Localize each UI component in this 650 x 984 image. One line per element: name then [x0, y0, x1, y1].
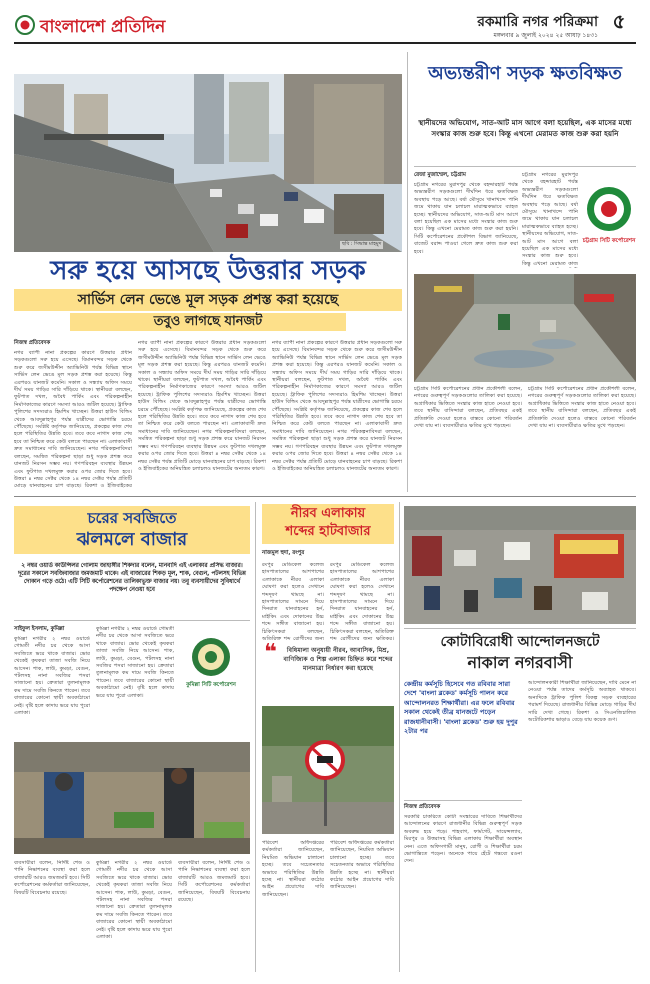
road-headline: অভ্যন্তরীণ সড়ক ক্ষতবিক্ষত — [428, 63, 622, 84]
road-photo — [414, 274, 636, 382]
paper-name: বাংলাদেশ প্রতিদিন — [40, 17, 166, 37]
lead-photo-credit: ছবি : সিদ্ধান্ত মাহমুদ — [342, 241, 382, 247]
lead-body-col-2: নগর ব্যাপী নানা প্রকল্পের কারণে উত্তরার প্রধান সড়কগুলো সরু হয়ে এসেছে। বিমানবন্দর সড়ক থেকে শুরু করে জসীমউদ্দীন অ্যাভিনিউ পর্যন্ত বিভিন্ন স্থানে সার্ভিস লেন ভেঙে মূল সড়ক প্রশস্ত করা হয়েছে। কিন্তু এরপরও যানজট কমেনি। সকাল ও সন্ধ্যায় অফিস সময়ে দীর্ঘ সময় গাড়ির সারি দাঁড়িয়ে থাকে। স্থানীয়রা বলছেন, ফুটপাত দখল, অবৈধ পার্কিং এবং পরিকল্পনাহীন নির্মাণকাজের কারণে সমস্যা আরও জটিল হয়েছে। ট্রাফিক পুলিশের সদস্যরাও হিমশিম খাচ্ছেন। উত্তরা হাউস বিল্ডিং থেকে আবদুল্লাহপুর পর্যন্ত যাত্রীদের ভোগান্তি চরমে পৌঁছেছে। সংশ্লিষ্ট কর্তৃপক্ষ জানিয়েছে, প্রকল্পের কাজ শেষ হলে পরিস্থিতির উন্নতি হবে। তবে কবে নাগাদ কাজ শেষ হবে তা নিশ্চিত করে কেউ বলতে পারছেন না। এলাকাবাসী দ্রুত সমাধানের দাবি জানিয়েছেন। নগর পরিকল্পনাবিদরা বলছেন, সমন্বিত পরিকল্পনা ছাড়া শুধু সড়ক প্রশস্ত করে যানজট নিরসন সম্ভব নয়। গণপরিবহন ব্যবস্থার উন্নয়ন এবং ফুটপাত দখলমুক্ত করার ওপর জোর দিতে হবে। উত্তরা ৪ নম্বর সেক্টর থেকে ১৪ নম্বর সেক্টর পর্যন্ত প্রতিটি মোড়ে যানবাহনের চাপ বাড়ছে। রিকশা ও ইজিবাইকের অনিয়ন্ত্রিত চলাচলও যানজটের অন্যতম কারণ। — [138, 340, 266, 472]
lead-photo — [14, 74, 402, 252]
cumilla-city-logo-label: কুমিল্লা সিটি কর্পোরেশন — [186, 682, 236, 688]
lead-subhead-1: সার্ভিস লেন ভেঙে মূল সড়ক প্রশস্ত করা হয়েছে — [77, 292, 339, 308]
quiet-quote: বিধিমালা অনুযায়ী নীরব, আবাসিক, মিশ্র, বাণিজ্যিক ও শিল্প এলাকা চিহ্নিত করে শব্দের মানমাত্রা নির্ধারণ করা হয়েছে — [283, 647, 393, 672]
market-body-col-4: কুমিল্লা নগরীর ২ নম্বর ওয়ার্ডে গোমতী নদীর চর থেকে আসা সবজিতে ভরে থাকে বাজার। ভোর থেকেই কৃষকরা তাজা সবজি নিয়ে আসেন। শাক, লাউ, কুমড়া, বেগুন, পটলসহ নানা সবজির পসরা সাজানো হয়। ক্রেতারা তুলনামূলক কম দামে সবজি কিনতে পারেন। তবে বাজারের কোনো স্থায়ী অবকাঠামো নেই। বৃষ্টি হলে কাদায় ভরে যায় পুরো এলাকা। — [96, 860, 172, 941]
paper-logo-mark — [14, 14, 36, 36]
market-headline-1: চরের সবজিতে — [87, 509, 177, 527]
lead-body-col-3: নগর ব্যাপী নানা প্রকল্পের কারণে উত্তরার প্রধান সড়কগুলো সরু হয়ে এসেছে। বিমানবন্দর সড়ক থেকে শুরু করে জসীমউদ্দীন অ্যাভিনিউ পর্যন্ত বিভিন্ন স্থানে সার্ভিস লেন ভেঙে মূল সড়ক প্রশস্ত করা হয়েছে। কিন্তু এরপরও যানজট কমেনি। সকাল ও সন্ধ্যায় অফিস সময়ে দীর্ঘ সময় গাড়ির সারি দাঁড়িয়ে থাকে। স্থানীয়রা বলছেন, ফুটপাত দখল, অবৈধ পার্কিং এবং পরিকল্পনাহীন নির্মাণকাজের কারণে সমস্যা আরও জটিল হয়েছে। ট্রাফিক পুলিশের সদস্যরাও হিমশিম খাচ্ছেন। উত্তরা হাউস বিল্ডিং থেকে আবদুল্লাহপুর পর্যন্ত যাত্রীদের ভোগান্তি চরমে পৌঁছেছে। সংশ্লিষ্ট কর্তৃপক্ষ জানিয়েছে, প্রকল্পের কাজ শেষ হলে পরিস্থিতির উন্নতি হবে। তবে কবে নাগাদ কাজ শেষ হবে তা নিশ্চিত করে কেউ বলতে পারছেন না। এলাকাবাসী দ্রুত সমাধানের দাবি জানিয়েছেন। নগর পরিকল্পনাবিদরা বলছেন, সমন্বিত পরিকল্পনা ছাড়া শুধু সড়ক প্রশস্ত করে যানজট নিরসন সম্ভব নয়। গণপরিবহন ব্যবস্থার উন্নয়ন এবং ফুটপাত দখলমুক্ত করার ওপর জোর দিতে হবে। উত্তরা ৪ নম্বর সেক্টর থেকে ১৪ নম্বর সেক্টর পর্যন্ত প্রতিটি মোড়ে যানবাহনের চাপ বাড়ছে। রিকশা ও ইজিবাইকের অনিয়ন্ত্রিত চলাচলও যানজটের অন্যতম কারণ। — [272, 340, 402, 472]
market-deck: ২ নম্বর ওয়ার্ড কাউন্সিলর গোলাম জাহাঙ্গীর শিকদার বলেন, মানবাদি এই এলাকার প্রসিদ্ধ বাজার। দূরের সকালে সবজিবাজার জমজমাট থাকে। এই বাজারের শিকড় মূল, শাক, বেগুন, পটলসহ বিভিন্ন দোকান গড়ে ওঠে। এটি সিটি কর্পোরেশনের তালিকাভুক্ত বাজার নয়। তবু ব্যবসায়ীদের সুবিধার্থে পদক্ষেপ নেওয়া হবে — [18, 563, 246, 593]
market-byline: সাইফুল ইসলাম, কুমিল্লা — [14, 626, 65, 632]
protest-body-col-2: আন্দোলনকারী শিক্ষার্থীরা জানিয়েছেন, দাবি মেনে না নেওয়া পর্যন্ত তাদের কর্মসূচি অব্যাহত থাকবে। অন্যদিকে ট্রাফিক পুলিশ বিকল্প সড়ক ব্যবহারের পরামর্শ দিয়েছে। রাজধানীর বিভিন্ন মোড়ে গাড়ির দীর্ঘ সারি দেখা গেছে। রিকশা ও সিএনজিচালিত অটোরিকশার ভাড়াও বেড়ে যায় কয়েক গুণ। — [528, 680, 636, 724]
quiet-body-col-4: পরিবেশ অধিদপ্তরের কর্মকর্তারা জানিয়েছেন, নিয়মিত অভিযান চালানো হচ্ছে। তবে সচেতনতার অভাবে পরিস্থিতির উন্নতি হচ্ছে না। স্থানীয়রা কঠোর আইন প্রয়োগের দাবি জানিয়েছেন। — [330, 840, 394, 891]
quiet-headline-1: নীরব এলাকায় — [290, 506, 366, 521]
protest-headline-1: কোটাবিরোধী আন্দোলনজটে — [440, 634, 600, 650]
quiet-quote-mark: ❝ — [264, 640, 277, 665]
protest-deck: কেন্দ্রীয় কর্মসূচি হিসেবে গত রবিবার সারা দেশে 'বাংলা ব্লকেড' কর্মসূচি পালন করে আন্দোলনরত শিক্ষার্থীরা। এর ফলে রবিবার সকাল থেকেই তীব্র যানজটে পড়েন রাজধানীবাসী। 'বাংলা ব্লকেড' শুরু হয় দুপুর ২টার পর — [404, 680, 518, 736]
protest-body-col-1: সরকারি চাকরিতে কোটা সংস্কারের দাবিতে শিক্ষার্থীদের আন্দোলনের কারণে রাজধানীর বিভিন্ন গুরুত্বপূর্ণ সড়ক অবরুদ্ধ হয়ে পড়ে। শাহবাগ, ফার্মগেট, সায়েন্সল্যাব, মিরপুর ও উত্তরাসহ বিভিন্ন এলাকায় শিক্ষার্থীরা অবস্থান নেন। এতে অফিসগামী মানুষ, রোগী ও শিক্ষার্থীরা চরম ভোগান্তিতে পড়েন। অনেকে পায়ে হেঁটে গন্তব্যে রওনা দেন। — [404, 814, 522, 865]
page-number: ৫ — [612, 9, 626, 33]
cumilla-city-logo — [190, 636, 232, 678]
market-body-col-1: কুমিল্লা নগরীর ২ নম্বর ওয়ার্ডে গোমতী নদীর চর থেকে আসা সবজিতে ভরে থাকে বাজার। ভোর থেকেই কৃষকরা তাজা সবজি নিয়ে আসেন। শাক, লাউ, কুমড়া, বেগুন, পটলসহ নানা সবজির পসরা সাজানো হয়। ক্রেতারা তুলনামূলক কম দামে সবজি কিনতে পারেন। তবে বাজারের কোনো স্থায়ী অবকাঠামো নেই। বৃষ্টি হলে কাদায় ভরে যায় পুরো এলাকা। — [14, 636, 90, 717]
date-line: মঙ্গলবার ৯ জুলাই ২০২৪ ২৫ আষাঢ় ১৪৩১ — [493, 32, 598, 39]
protest-headline-2: নাকাল নগরবাসী — [467, 653, 573, 672]
lead-body-col-1: নগর ব্যাপী নানা প্রকল্পের কারণে উত্তরার প্রধান সড়কগুলো সরু হয়ে এসেছে। বিমানবন্দর সড়ক থেকে শুরু করে জসীমউদ্দীন অ্যাভিনিউ পর্যন্ত বিভিন্ন স্থানে সার্ভিস লেন ভেঙে মূল সড়ক প্রশস্ত করা হয়েছে। কিন্তু এরপরও যানজট কমেনি। সকাল ও সন্ধ্যায় অফিস সময়ে দীর্ঘ সময় গাড়ির সারি দাঁড়িয়ে থাকে। স্থানীয়রা বলছেন, ফুটপাত দখল, অবৈধ পার্কিং এবং পরিকল্পনাহীন নির্মাণকাজের কারণে সমস্যা আরও জটিল হয়েছে। ট্রাফিক পুলিশের সদস্যরাও হিমশিম খাচ্ছেন। উত্তরা হাউস বিল্ডিং থেকে আবদুল্লাহপুর পর্যন্ত যাত্রীদের ভোগান্তি চরমে পৌঁছেছে। সংশ্লিষ্ট কর্তৃপক্ষ জানিয়েছে, প্রকল্পের কাজ শেষ হলে পরিস্থিতির উন্নতি হবে। তবে কবে নাগাদ কাজ শেষ হবে তা নিশ্চিত করে কেউ বলতে পারছেন না। এলাকাবাসী দ্রুত সমাধানের দাবি জানিয়েছেন। নগর পরিকল্পনাবিদরা বলছেন, সমন্বিত পরিকল্পনা ছাড়া শুধু সড়ক প্রশস্ত করে যানজট নিরসন সম্ভব নয়। গণপরিবহন ব্যবস্থার উন্নয়ন এবং ফুটপাত দখলমুক্ত করার ওপর জোর দিতে হবে। উত্তরা ৪ নম্বর সেক্টর থেকে ১৪ নম্বর সেক্টর পর্যন্ত প্রতিটি মোড়ে যানবাহনের চাপ বাড়ছে। রিকশা ও ইজিবাইকের — [14, 350, 132, 488]
masthead — [0, 0, 650, 44]
lead-subhead-2: তবুও লাগছে যানজট — [153, 314, 263, 329]
road-body-col-1: চট্টগ্রাম নগরের মুরাদপুর থেকে বহদ্দারহাট পর্যন্ত অভ্যন্তরীণ সড়কগুলো দীর্ঘদিন ধরে ক্ষতবিক্ষত অবস্থায় পড়ে আছে। বর্ষা মৌসুমে খানাখন্দে পানি জমে থাকায় যান চলাচল মারাত্মকভাবে ব্যাহত হচ্ছে। স্থানীয়দের অভিযোগ, সাত-আট মাস আগে বলা হয়েছিল এক মাসের মধ্যে সংস্কার কাজ শুরু হবে। কিন্তু এখনো মেরামত কাজ শুরু করা হয়নি। সিটি কর্পোরেশনের প্রকৌশল বিভাগ জানিয়েছে, বাজেট বরাদ্দ পাওয়া গেলে দ্রুত কাজ শুরু করা হবে। — [414, 182, 518, 255]
road-deck: স্থানীয়দের অভিযোগ, সাত-আট মাস আগে বলা হয়েছিল, এক মাসের মধ্যে সংস্কার কাজ শুরু হবে। কিন্তু এখনো মেরামত কাজ শুরু করা হয়নি — [418, 118, 632, 138]
quiet-body-col-3: পরিবেশ অধিদপ্তরের কর্মকর্তারা জানিয়েছেন, নিয়মিত অভিযান চালানো হচ্ছে। তবে সচেতনতার অভাবে পরিস্থিতির উন্নতি হচ্ছে না। স্থানীয়রা কঠোর আইন প্রয়োগের দাবি জানিয়েছেন। — [262, 840, 324, 898]
protest-byline: নিজস্ব প্রতিবেদক — [404, 804, 441, 810]
market-photo — [14, 742, 250, 854]
quiet-byline: নাজমুল হুদা, রংপুর — [262, 550, 305, 556]
ctg-city-logo-label: চট্টগ্রাম সিটি কর্পোরেশন — [582, 238, 636, 244]
lead-headline: সরু হয়ে আসছে উত্তরার সড়ক — [50, 256, 366, 286]
section-title: রকমারি নগর পরিক্রমা — [477, 14, 598, 30]
quiet-body-col-1: রংপুর মেডিকেল কলেজ হাসপাতালের আশপাশের এলাকাকে নীরব এলাকা ঘোষণা করা হলেও সেখানে শব্দদূষণ থামছে না। হাসপাতালের সামনে দিয়ে দিনরাত যানবাহনের হর্ন, মাইকিং এবং দোকানের উচ্চ শব্দে সঙ্গীত বাজানো হয়। চিকিৎসকরা বলছেন, অতিরিক্ত শব্দ রোগীদের জন্য — [262, 562, 324, 642]
road-body-col-2: চট্টগ্রাম নগরের মুরাদপুর থেকে বহদ্দারহাট পর্যন্ত অভ্যন্তরীণ সড়কগুলো দীর্ঘদিন ধরে ক্ষতবিক্ষত অবস্থায় পড়ে আছে। বর্ষা মৌসুমে খানাখন্দে পানি জমে থাকায় যান চলাচল মারাত্মকভাবে ব্যাহত হচ্ছে। স্থানীয়দের অভিযোগ, সাত-আট মাস আগে বলা হয়েছিল এক মাসের মধ্যে সংস্কার কাজ শুরু হবে। কিন্তু এখনো মেরামত কাজ — [522, 172, 578, 267]
market-body-col-3: ব্যবসায়ীরা বলেন, নির্দিষ্ট শেড ও পানি নিষ্কাশনের ব্যবস্থা করা হলে বাজারটি আরও জমজমাট হবে। সিটি কর্পোরেশনের কর্মকর্তারা জানিয়েছেন, বিষয়টি বিবেচনায় রয়েছে। — [14, 860, 90, 896]
quiet-photo — [262, 706, 394, 834]
protest-photo — [404, 506, 636, 624]
quiet-headline-2: শব্দের হাটবাজার — [285, 524, 371, 539]
market-body-col-2: কুমিল্লা নগরীর ২ নম্বর ওয়ার্ডে গোমতী নদীর চর থেকে আসা সবজিতে ভরে থাকে বাজার। ভোর থেকেই কৃষকরা তাজা সবজি নিয়ে আসেন। শাক, লাউ, কুমড়া, বেগুন, পটলসহ নানা সবজির পসরা সাজানো হয়। ক্রেতারা তুলনামূলক কম দামে সবজি কিনতে পারেন। তবে বাজারের কোনো স্থায়ী অবকাঠামো নেই। বৃষ্টি হলে কাদায় ভরে যায় পুরো এলাকা। — [96, 626, 174, 699]
market-body-col-5: ব্যবসায়ীরা বলেন, নির্দিষ্ট শেড ও পানি নিষ্কাশনের ব্যবস্থা করা হলে বাজারটি আরও জমজমাট হবে। সিটি কর্পোরেশনের কর্মকর্তারা জানিয়েছেন, বিষয়টি বিবেচনায় রয়েছে। — [178, 860, 250, 904]
road-body-col-4: চট্টগ্রাম সিটি কর্পোরেশনের প্রধান প্রকৌশলী বলেন, নগরের গুরুত্বপূর্ণ সড়কগুলোর তালিকা করা হয়েছে। অগ্রাধিকার ভিত্তিতে সংস্কার কাজ হাতে নেওয়া হবে। তবে স্থানীয় বাসিন্দারা বলছেন, প্রতিবছর একই প্রতিশ্রুতি দেওয়া হলেও বাস্তবে কোনো পরিবর্তন দেখা যায় না। ব্যবসায়ীরাও ক্ষতির মুখে পড়ছেন। — [528, 386, 636, 430]
ctg-city-logo — [584, 184, 634, 234]
road-body-col-3: চট্টগ্রাম সিটি কর্পোরেশনের প্রধান প্রকৌশলী বলেন, নগরের গুরুত্বপূর্ণ সড়কগুলোর তালিকা করা হয়েছে। অগ্রাধিকার ভিত্তিতে সংস্কার কাজ হাতে নেওয়া হবে। তবে স্থানীয় বাসিন্দারা বলছেন, প্রতিবছর একই প্রতিশ্রুতি দেওয়া হলেও বাস্তবে কোনো পরিবর্তন দেখা যায় না। ব্যবসায়ীরাও ক্ষতির মুখে পড়ছেন। — [414, 386, 522, 430]
road-byline: রেজা মুজাম্মেল, চট্টগ্রাম — [414, 172, 466, 178]
quiet-body-col-2: রংপুর মেডিকেল কলেজ হাসপাতালের আশপাশের এলাকাকে নীরব এলাকা ঘোষণা করা হলেও সেখানে শব্দদূষণ থামছে না। হাসপাতালের সামনে দিয়ে দিনরাত যানবাহনের হর্ন, মাইকিং এবং দোকানের উচ্চ শব্দে সঙ্গীত বাজানো হয়। চিকিৎসকরা বলছেন, অতিরিক্ত শব্দ রোগীদের জন্য ক্ষতিকর। — [330, 562, 394, 642]
lead-byline: নিজস্ব প্রতিবেদক — [14, 340, 51, 346]
market-headline-2: ঝলমলে বাজার — [76, 529, 188, 550]
